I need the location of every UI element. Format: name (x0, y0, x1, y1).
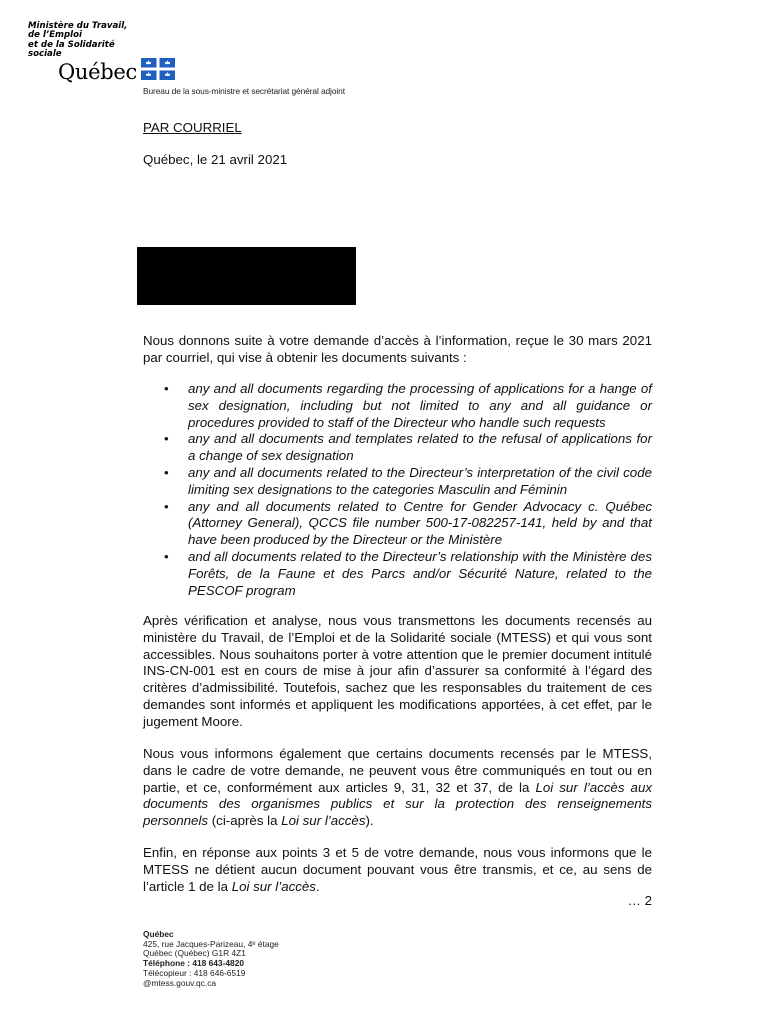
date-line: Québec, le 21 avril 2021 (143, 152, 288, 167)
paragraph-intro: Nous donnons suite à votre demande d’accès à l’information, reçue le 30 mars 2021 par courriel, qui vise à obtenir les documents suivants : (143, 333, 652, 365)
ministry-name (28, 22, 168, 59)
footer-street: 425, rue Jacques-Parizeau, 4ᵉ étage (143, 938, 279, 949)
ministry-line: et de la Solidarité (28, 39, 115, 50)
text-run: . (315, 878, 320, 894)
quebec-logo-wordmark: Québec (58, 60, 138, 84)
paragraph-verification: Après vérification et analyse, nous vous transmettons les documents recensés au ministère du Travail, de l’Emploi et de la Solidarité sociale (MTESS) et qui vous sont accessibles. Nous souhaitons porter à votre attention que le premier document intitulé INS-CN-001 est en cours de mise à jour afin d’assurer sa conformité à l’égard des critères d’admissibilité. Toutefois, sachez que les responsables du traitement de ces demandes sont informés et appliquent les modifications apportées, à cet effet, par le jugement Moore. (143, 613, 652, 729)
law-title: Loi sur l’accès aux documents des organismes publics et sur la protection des renseignements personnels (143, 779, 652, 829)
text-run: (ci-après la (208, 813, 282, 829)
footer-postal: Québec (Québec) G1R 4Z1 (143, 948, 246, 959)
footer-telephone: Téléphone : 418 643-4820 (143, 958, 245, 969)
ministry-line: Ministère du Travail, (28, 21, 128, 31)
requested-documents-list (150, 381, 652, 599)
list-item: • any and all documents regarding the processing of applications for a hange of sex designation, including but not limited to any and all guidance or procedures provided to staff of the Directeur who handle such requests (188, 381, 652, 431)
redacted-recipient-block (137, 247, 356, 305)
quebec-flag-icon (141, 58, 175, 80)
list-item: • any and all documents related to the Directeur’s interpretation of the civil code limiting sex designations to the categories Masculin and Féminin (188, 465, 652, 499)
law-short-title: Loi sur l’accès (231, 878, 316, 894)
page-continuation: … 2 (627, 893, 652, 908)
footer-telecopieur: Télécopieur : 418 646-6519 (143, 967, 246, 978)
footer-city: Québec (143, 929, 174, 939)
law-short-title: Loi sur l’accès (281, 813, 366, 829)
text-run: Nous vous informons également que certains documents recensés par le MTESS, dans le cadre de votre demande, ne peuvent vous être communiqués en tout ou en partie, et ce, conformément aux articles 9, 31, 32 et 37, de la (143, 746, 652, 795)
list-item: • any and all documents related to Centre for Gender Advocacy c. Québec (Attorney General), QCCS file number 500-17-082257-141, held by and that have been produced by the Directeur or the Ministère (188, 499, 652, 549)
list-item: • any and all documents and templates related to the refusal of applications for a change of sex designation (188, 431, 652, 465)
text-run: Enfin, en réponse aux points 3 et 5 de votre demande, nous vous informons que le MTESS ne détient aucun document pouvant vous être transmis, et ce, au sens de l’article 1 de la (143, 845, 652, 894)
footer-email: @mtess.gouv.qc.ca (143, 977, 217, 988)
bureau-line: Bureau de la sous-ministre et secrétariat général adjoint (143, 86, 345, 96)
paragraph-restrictions (143, 746, 652, 830)
ministry-line: de l’Emploi (28, 30, 82, 41)
footer-address (143, 930, 343, 988)
paragraph-conclusion (143, 845, 652, 895)
par-courriel-heading: PAR COURRIEL (143, 120, 242, 135)
list-item: • and all documents related to the Directeur’s relationship with the Ministère des Forêts, de la Faune et des Parcs and/or Sécurité Nature, related to the PESCOF program (188, 549, 652, 599)
ministry-line: sociale (28, 48, 62, 59)
text-run: ). (365, 813, 374, 829)
